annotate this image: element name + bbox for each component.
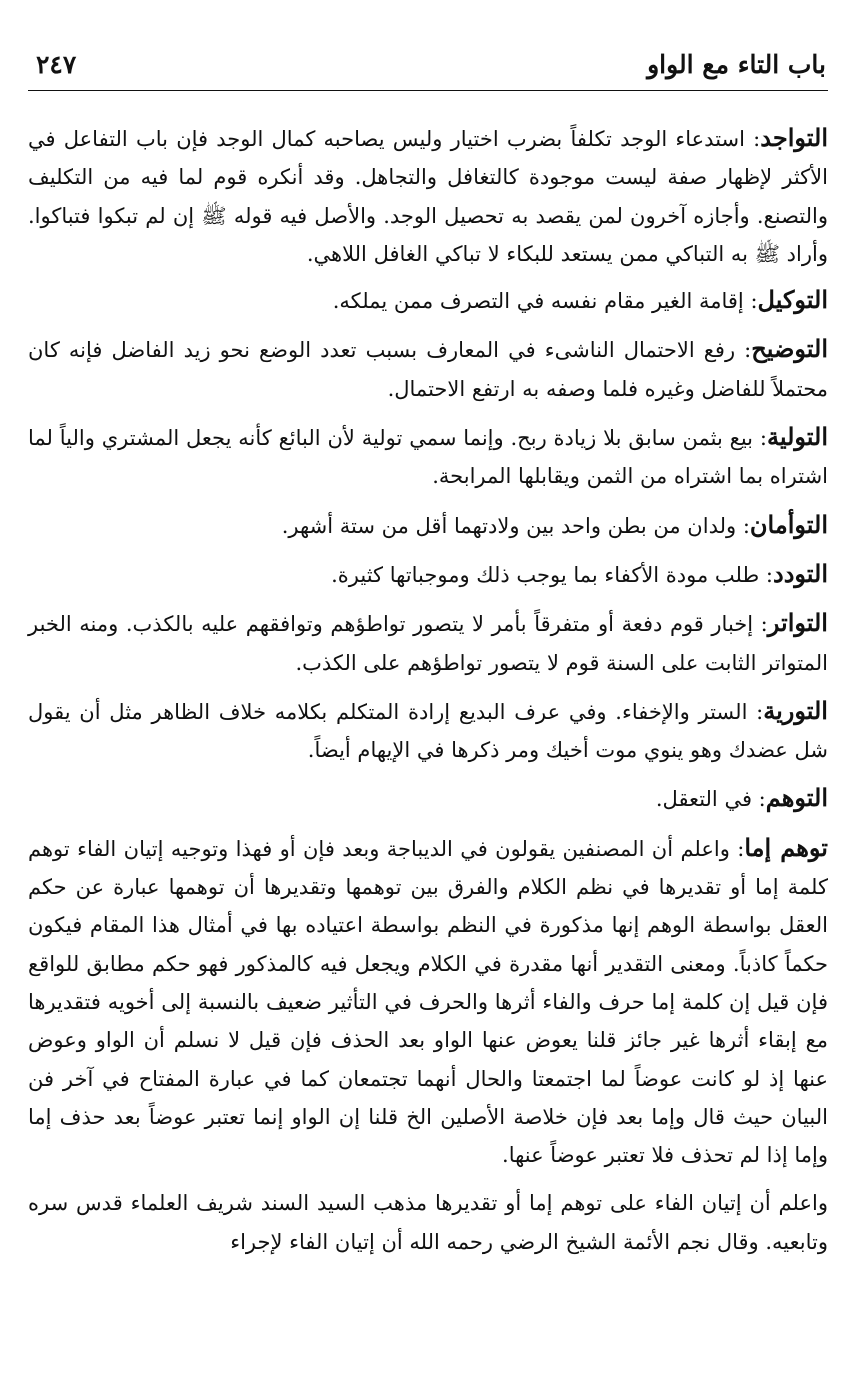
chapter-title: باب التاء مع الواو (647, 50, 826, 79)
entry-tawatur (28, 604, 828, 682)
entry-term: التوكيل (757, 285, 828, 315)
entry-term: التواتر (767, 608, 828, 638)
entry-tawliya (28, 418, 828, 496)
term-colon: : (759, 562, 773, 587)
entry-definition: طلب مودة الأكفاء بما يوجب ذلك وموجباتها كثيرة. (331, 562, 760, 587)
term-colon: : (753, 612, 768, 637)
entry-taw-aman (28, 506, 828, 545)
entry-tawahhum-imma (28, 829, 828, 1175)
entry-term: توهم إما (744, 832, 828, 862)
entry-term: التوهم (765, 783, 828, 813)
term-colon: : (735, 338, 752, 363)
term-colon: : (751, 787, 766, 812)
entry-tawahhum (28, 779, 828, 818)
entry-definition: بيع بثمن سابق بلا زيادة ربح. وإنما سمي تولية لأن البائع كأنه يجعل المشتري والياً لما اشتراه بما اشتراه من الثمن ويقابلها المرابحة. (28, 426, 828, 489)
entry-definition: إقامة الغير مقام نفسه في التصرف ممن يملكه. (332, 289, 744, 314)
entry-definition: الستر والإخفاء. وفي عرف البديع إرادة المتكلم بكلامه خلاف الظاهر مثل أن يقول شل عضدك وهو ينوي موت أخيك ومر ذكرها في الإيهام أيضاً. (28, 699, 828, 763)
entry-tawkil (28, 281, 828, 320)
term-colon: : (753, 426, 767, 451)
entry-term: التولية (766, 422, 828, 452)
entry-definition: واعلم أن المصنفين يقولون في الديباجة وبعد فإن أو فهذا وتوجيه إتيان الفاء توهم كلمة إما أو تقديرها في نظم الكلام والفرق بين توهمها وتقديرها أن توهمها عبارة عن حكم العقل بواسطة الوهم إنها مذكورة في النظم بواسطة اعتياده بها في أمثال هذا المقام فيكون حكماً كاذباً. ومعنى التقدير أنها مقدرة في الكلام ويجعل فيه كالمذكور فهو حكم مطابق للواقع فإن قيل إن كلمة إما حرف والفاء أثرها والحرف في التأثير ضعيف بالنسبة إلى أخويه فتقديرها مع إبقاء أثرها غير جائز قلنا يعوض عنها الواو بعد الحذف فإن قيل لا نسلم أن الواو وعوض عنها إذ لو كانت عوضاً لما اجتمعتا والحال أنهما تجتمعان كما في عبارة المفتاح في آخر فن البيان حيث قال وإما بعد فإن خلاصة الأصلين الخ قلنا إن الواو إنما تعتبر عوضاً بعد حذف إما وإما إذا لم تحذف فلا تعتبر عوضاً عنها. (28, 836, 828, 1168)
term-colon: : (747, 699, 764, 724)
entry-definition: استدعاء الوجد تكلفاً بضرب اختيار وليس يصاحبه كمال الوجد فإن باب التفاعل في الأكثر لإظهار صفة ليست موجودة كالتغافل والتجاهل. وقد أنكره قوم لما فيه من التكليف والتصنع. وأجازه آخرون لمن يقصد به تحصيل الوجد. والأصل فيه قوله ﷺ إن لم تبكوا فتباكوا. وأراد ﷺ به التباكي ممن يستعد للبكاء لا تباكي الغافل اللاهي. (28, 127, 828, 266)
term-colon: : (729, 836, 745, 861)
term-colon: : (744, 127, 761, 151)
entry-definition: إخبار قوم دفعة أو متفرقاً بأمر لا يتصور تواطؤهم وتوافقهم عليه بالكذب. ومنه الخبر المتواتر الثابت على السنة قوم لا يتصور تواطؤهم على الكذب. (28, 612, 828, 675)
term-colon: : (736, 513, 750, 538)
page-number: ٢٤٧ (36, 50, 77, 79)
entry-tawdih (28, 330, 828, 408)
entry-definition: في التعقل. (655, 787, 752, 812)
term-colon: : (743, 289, 758, 314)
entry-term: التوأمان (749, 509, 828, 539)
running-header (28, 40, 828, 91)
entry-tawajud (28, 119, 828, 273)
closing-paragraph: واعلم أن إتيان الفاء على توهم إما أو تقديرها مذهب السيد السند شريف العلماء قدس سره وتابعيه. وقال نجم الأئمة الشيخ الرضي رحمه الله أن إتيان الفاء لإجراء (28, 1191, 828, 1254)
entry-term: التوضيح (751, 334, 828, 364)
book-page (28, 40, 828, 1360)
entry-term: التودد (773, 558, 828, 588)
entry-term: التورية (763, 695, 828, 725)
entry-term: التواجد (760, 123, 828, 152)
entry-tawaddud (28, 555, 828, 594)
entry-definition: ولدان من بطن واحد بين ولادتهما أقل من ستة أشهر. (281, 513, 737, 538)
entry-definition: رفع الاحتمال الناشىء في المعارف بسبب تعدد الوضع نحو زيد الفاضل فإنه كان محتملاً للفاضل وغيره فلما وصفه به ارتفع الاحتمال. (28, 338, 828, 401)
entry-tawriya (28, 692, 828, 770)
